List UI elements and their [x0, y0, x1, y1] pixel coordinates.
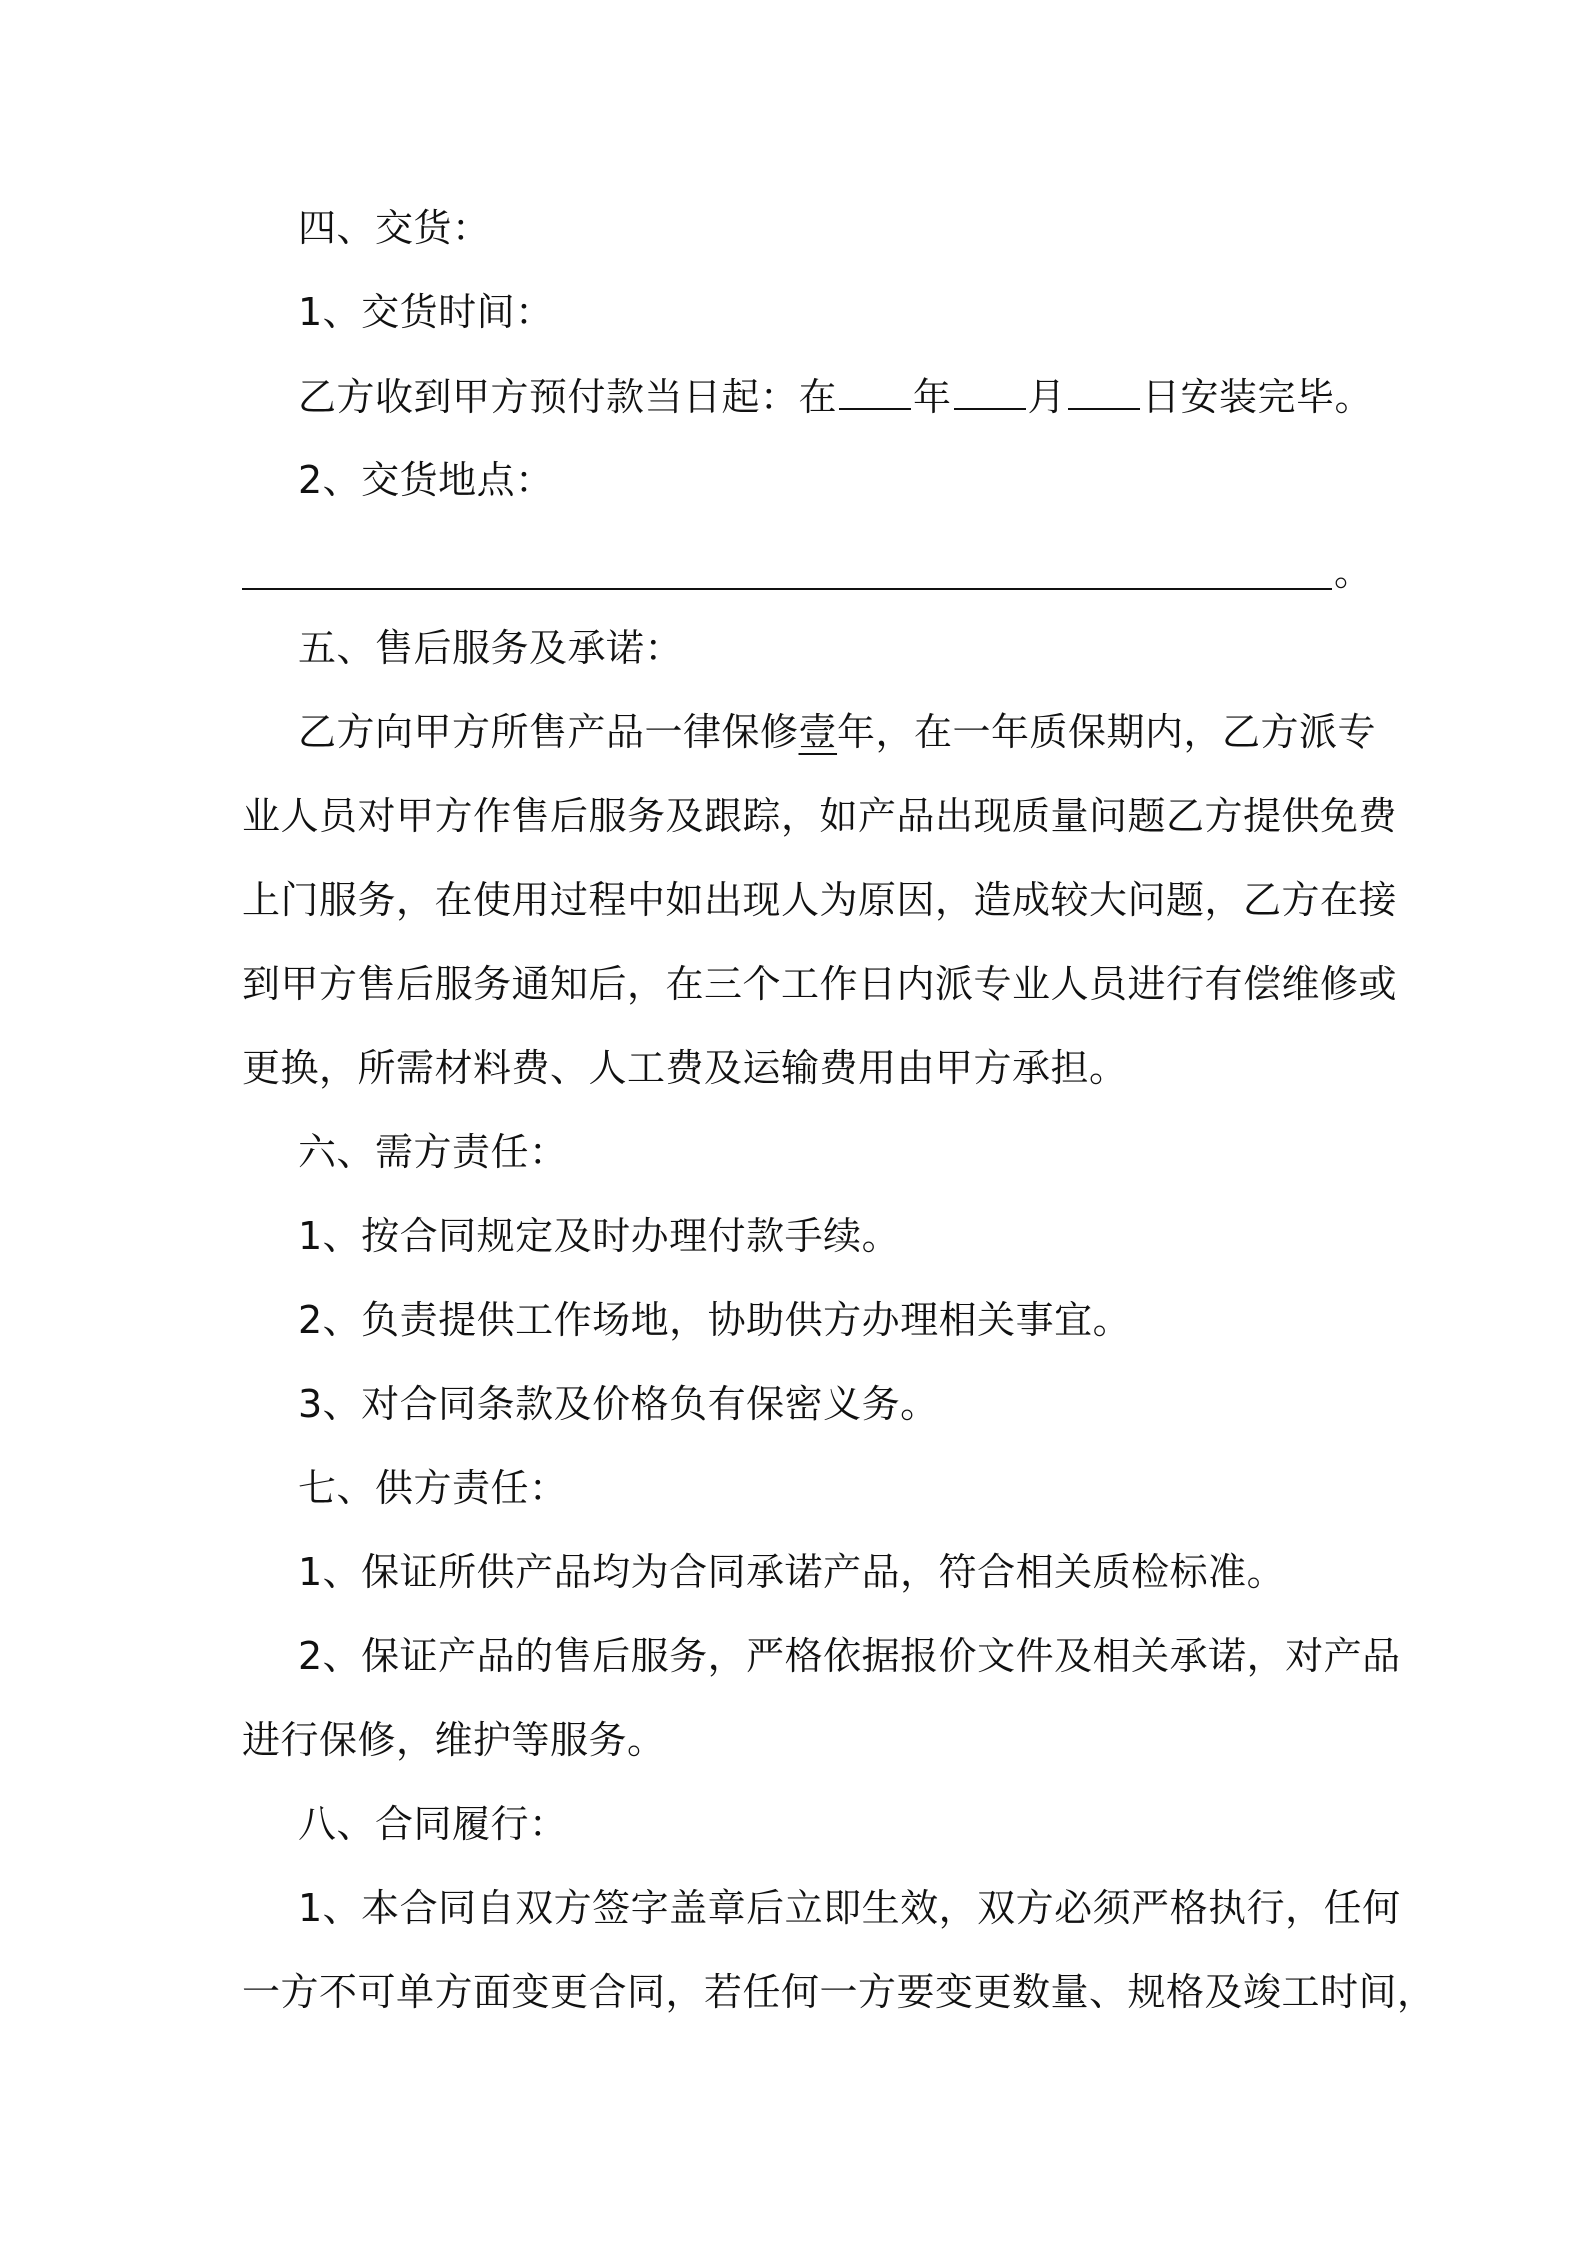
- section6-heading: 六、需方责任：: [298, 1130, 568, 1174]
- section5-paragraph-line: [298, 708, 1377, 756]
- year-label: 年: [913, 375, 952, 419]
- section8-heading: 八、合同履行：: [298, 1802, 568, 1846]
- month-label: 月: [1027, 375, 1067, 419]
- section7-item: 2、保证产品的售后服务，严格依据报价文件及相关承诺，对产品: [298, 1634, 1401, 1678]
- section6-item: 2、负责提供工作场地，协助供方办理相关事宜。: [298, 1298, 1132, 1342]
- section4-heading: 四、交货：: [298, 206, 491, 250]
- section6-item: 3、对合同条款及价格负有保密义务。: [298, 1382, 939, 1426]
- warranty-text-b: 年，在一年质保期内，乙方派专: [837, 710, 1377, 754]
- delivery-address-end: 。: [1334, 550, 1373, 594]
- year-blank: [839, 372, 911, 410]
- delivery-address-blank: [242, 588, 1332, 590]
- delivery-time-text: 乙方收到甲方预付款当日起：在: [298, 375, 838, 419]
- month-blank: [954, 372, 1026, 410]
- warranty-years: 壹: [798, 710, 838, 754]
- delivery-time-end: 日安装完毕。: [1142, 375, 1374, 419]
- section8-item-continued: 一方不可单方面变更合同，若任何一方要变更数量、规格及竣工时间，: [242, 1970, 1436, 2014]
- section7-item-continued: 进行保修，维护等服务。: [242, 1718, 666, 1762]
- section5-heading: 五、售后服务及承诺：: [298, 626, 684, 670]
- section4-item1: 1、交货时间：: [298, 290, 554, 334]
- section5-paragraph-line: 到甲方售后服务通知后，在三个工作日内派专业人员进行有偿维修或: [242, 962, 1398, 1006]
- section4-item2: 2、交货地点：: [298, 458, 554, 502]
- section7-item: 1、保证所供产品均为合同承诺产品，符合相关质检标准。: [298, 1550, 1286, 1594]
- section6-item: 1、按合同规定及时办理付款手续。: [298, 1214, 901, 1258]
- delivery-time-sentence: [298, 372, 1374, 421]
- section5-paragraph-line: 上门服务，在使用过程中如出现人为原因，造成较大问题，乙方在接: [242, 878, 1398, 922]
- warranty-text-a: 乙方向甲方所售产品一律保修: [298, 710, 799, 754]
- day-blank: [1068, 372, 1140, 410]
- section8-item: 1、本合同自双方签字盖章后立即生效，双方必须严格执行，任何: [298, 1886, 1401, 1930]
- section5-paragraph-line: 业人员对甲方作售后服务及跟踪，如产品出现质量问题乙方提供免费: [242, 794, 1398, 838]
- section7-heading: 七、供方责任：: [298, 1466, 568, 1510]
- section5-paragraph-line: 更换，所需材料费、人工费及运输费用由甲方承担。: [242, 1046, 1128, 1090]
